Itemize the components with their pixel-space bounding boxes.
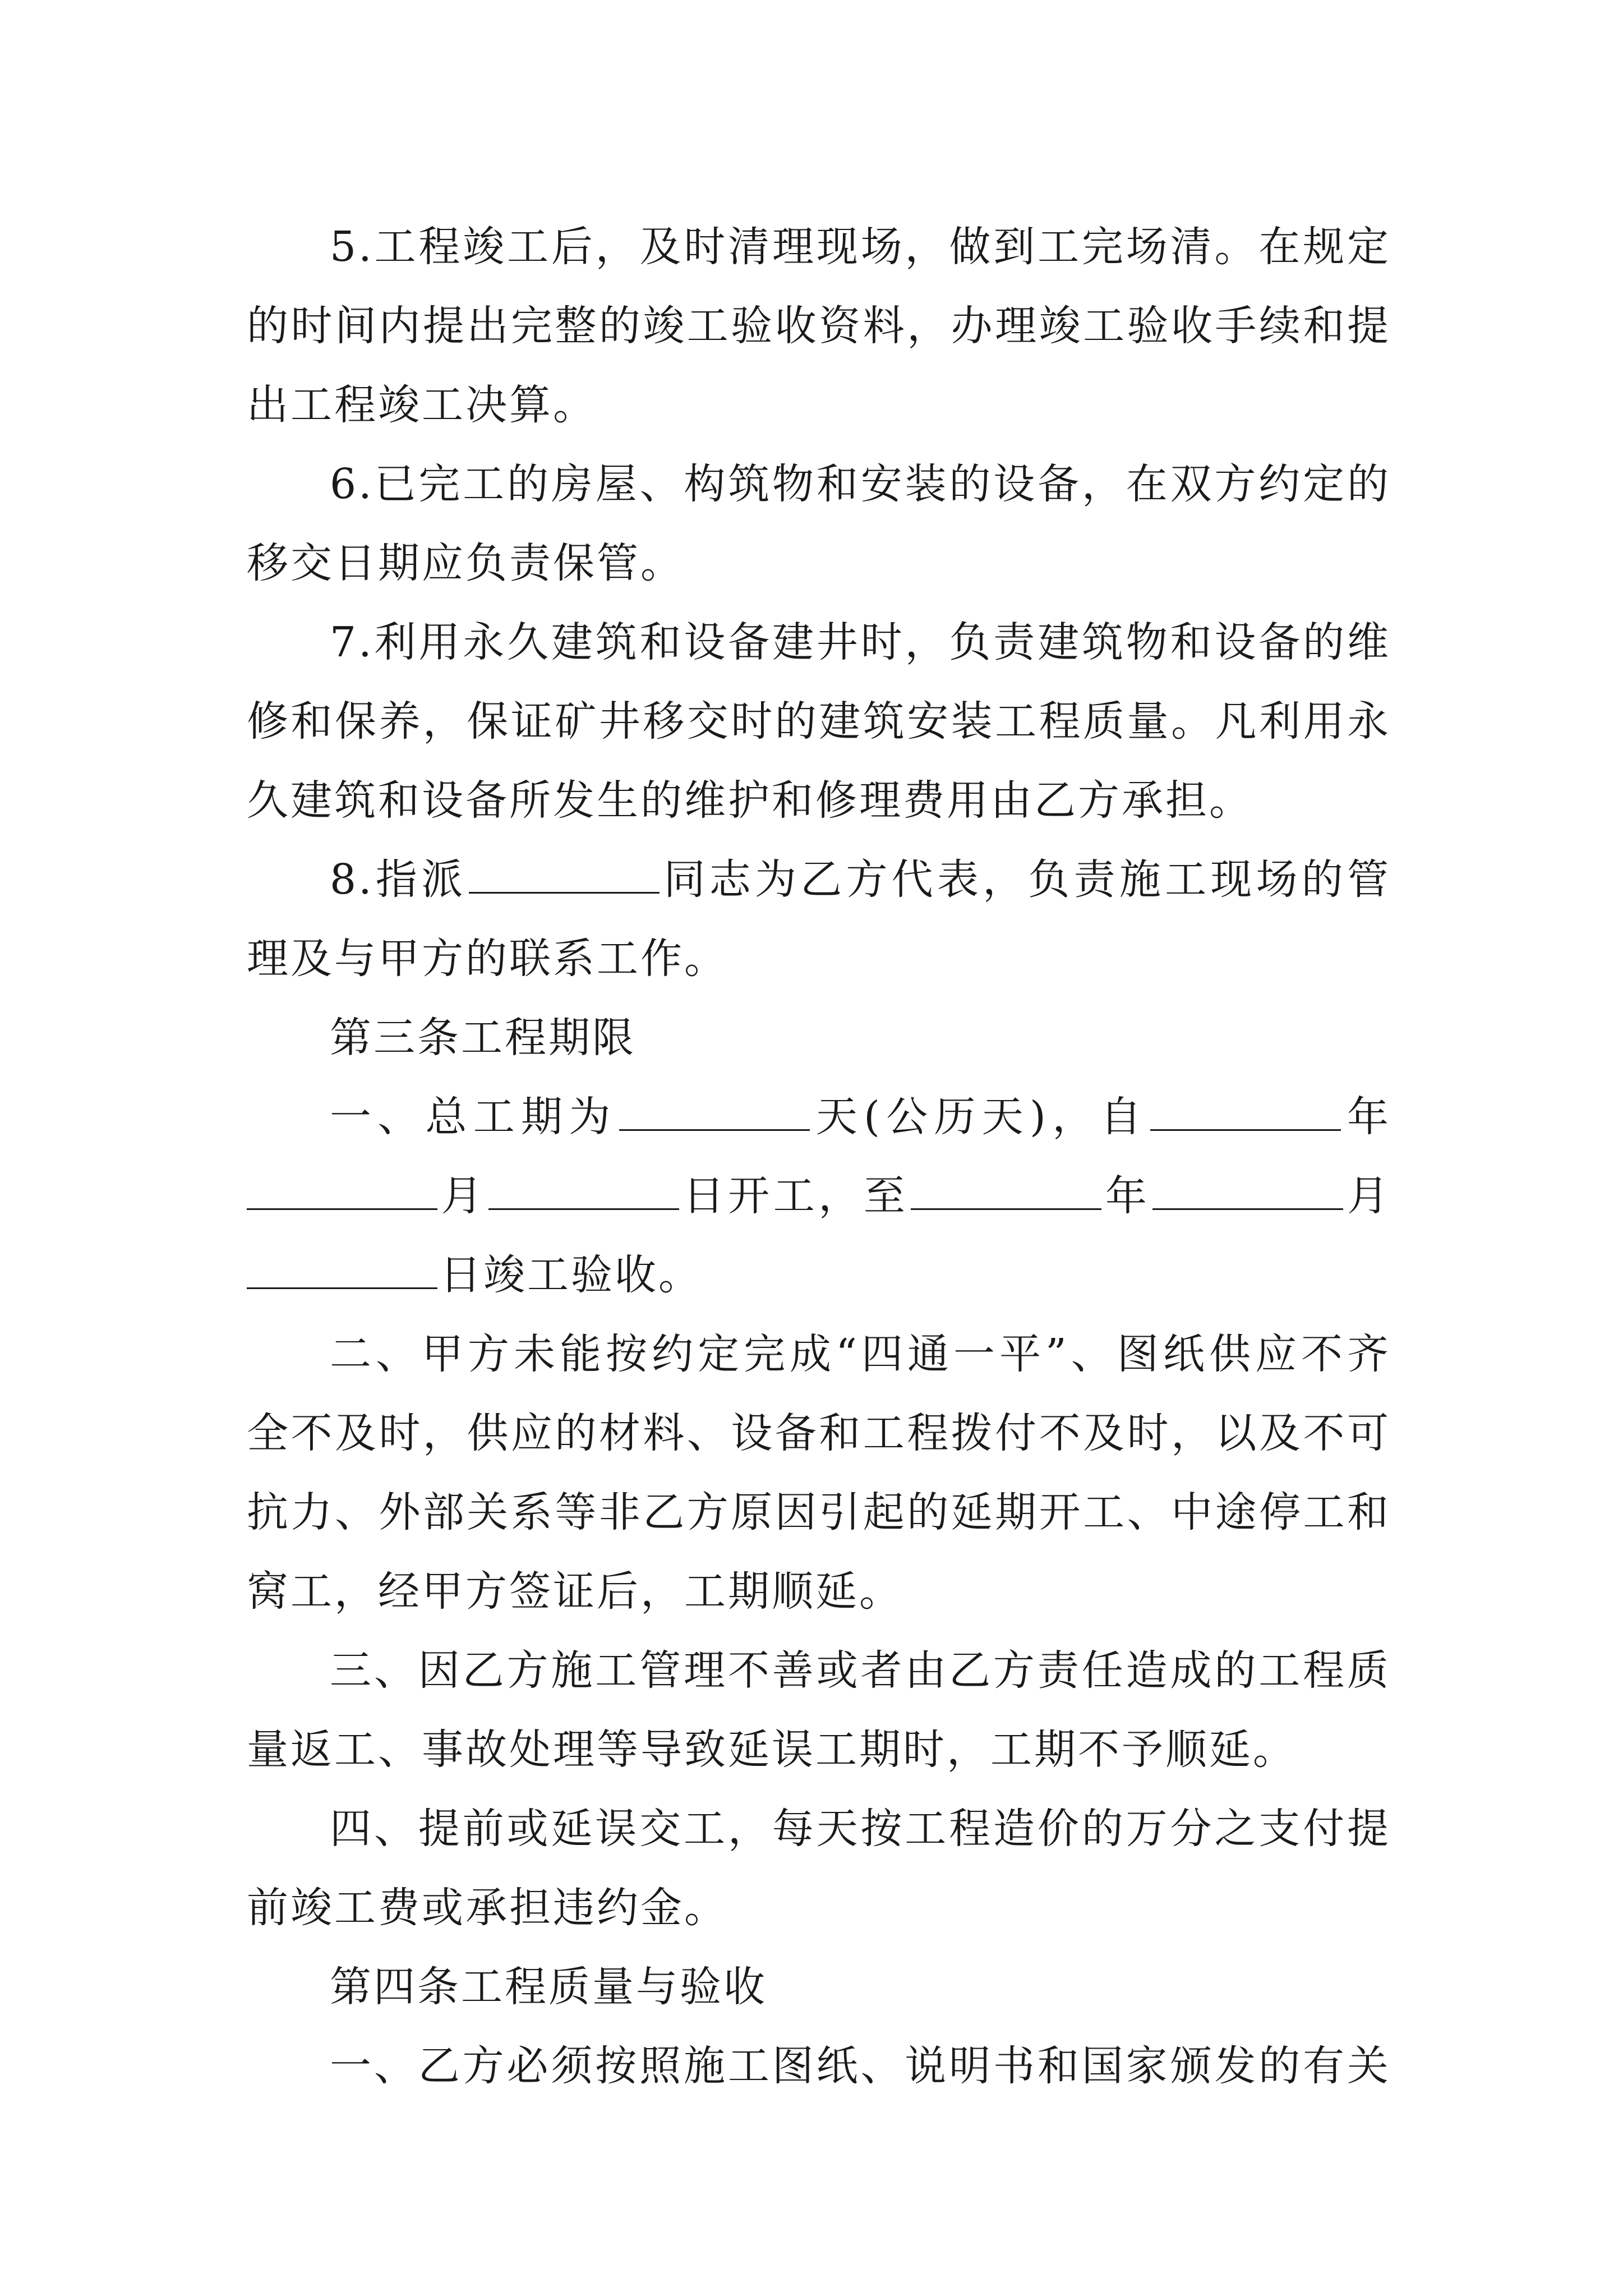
paragraph-line: 的时间内提出完整的竣工验收资料，办理竣工验收手续和提 bbox=[247, 302, 1391, 350]
paragraph-line: 四、提前或延误交工，每天按工程造价的万分之支付提 bbox=[330, 1805, 1391, 1853]
article-4-item-1 bbox=[247, 2027, 1391, 2106]
paragraph-line bbox=[247, 1157, 1391, 1236]
start-day-blank[interactable] bbox=[488, 1169, 679, 1210]
paragraph-line: 久建筑和设备所发生的维护和修理费用由乙方承担。 bbox=[247, 776, 1253, 825]
paragraph-line: 修和保养，保证矿井移交时的建筑安装工程质量。凡利用永 bbox=[247, 697, 1391, 746]
end-day-blank[interactable] bbox=[247, 1248, 437, 1289]
text-fragment: 年 bbox=[1343, 1093, 1391, 1141]
article-3-item-3 bbox=[247, 1631, 1391, 1789]
paragraph-line: 出工程竣工决算。 bbox=[247, 381, 597, 429]
paragraph-line: 抗力、外部关系等非乙方原因引起的延期开工、中途停工和 bbox=[247, 1488, 1391, 1536]
start-month-blank[interactable] bbox=[247, 1169, 437, 1210]
article-3-item-1 bbox=[247, 1078, 1391, 1315]
paragraph-line: 理及与甲方的联系工作。 bbox=[247, 935, 728, 983]
text-fragment: 一、总工期为 bbox=[330, 1093, 617, 1141]
end-month-blank[interactable] bbox=[1152, 1169, 1343, 1210]
paragraph-line: 全不及时，供应的材料、设备和工程拨付不及时，以及不可 bbox=[247, 1409, 1391, 1457]
article-3-heading: 第三条工程期限 bbox=[330, 1014, 636, 1062]
text-fragment: 月 bbox=[440, 1172, 487, 1220]
paragraph-line: 6.已完工的房屋、构筑物和安装的设备，在双方约定的 bbox=[330, 460, 1391, 508]
text-fragment: 月 bbox=[1345, 1172, 1391, 1220]
paragraph-line: 量返工、事故处理等导致延误工期时，工期不予顺延。 bbox=[247, 1726, 1297, 1774]
paragraph-line: 三、因乙方施工管理不善或者由乙方责任造成的工程质 bbox=[330, 1646, 1391, 1695]
article-4-heading: 第四条工程质量与验收 bbox=[330, 1963, 767, 2011]
paragraph-line bbox=[247, 1078, 1391, 1157]
article-3-item-2 bbox=[247, 1315, 1391, 1631]
total-days-blank[interactable] bbox=[619, 1090, 810, 1131]
paragraph-8 bbox=[247, 840, 1391, 999]
paragraph-line: 窝工，经甲方签证后，工期顺延。 bbox=[247, 1567, 903, 1616]
paragraph-7 bbox=[247, 603, 1391, 840]
article-3-item-4 bbox=[247, 1789, 1391, 1948]
text-fragment: 8.指派 bbox=[330, 855, 467, 904]
text-fragment: 天(公历天)，自 bbox=[811, 1093, 1148, 1141]
paragraph-line: 7.利用永久建筑和设备建井时，负责建筑物和设备的维 bbox=[330, 618, 1391, 666]
paragraph-line: 二、甲方未能按约定完成“四通一平”、图纸供应不齐 bbox=[330, 1330, 1391, 1378]
text-fragment: 年 bbox=[1104, 1172, 1151, 1220]
paragraph-line bbox=[247, 840, 1391, 919]
start-year-blank[interactable] bbox=[1150, 1090, 1341, 1131]
paragraph-line: 一、乙方必须按照施工图纸、说明书和国家颁发的有关 bbox=[330, 2042, 1391, 2090]
paragraph-line: 前竣工费或承担违约金。 bbox=[247, 1884, 728, 1932]
paragraph-line bbox=[247, 1236, 1391, 1315]
paragraph-line: 移交日期应负责保管。 bbox=[247, 539, 684, 587]
paragraph-line: 5.工程竣工后，及时清理现场，做到工完场清。在规定 bbox=[330, 223, 1391, 271]
paragraph-5 bbox=[247, 208, 1391, 445]
document-page bbox=[247, 208, 1391, 2106]
text-fragment: 同志为乙方代表，负责施工现场的管 bbox=[662, 855, 1391, 904]
paragraph-6 bbox=[247, 445, 1391, 603]
representative-name-blank[interactable] bbox=[469, 853, 660, 894]
end-year-blank[interactable] bbox=[911, 1169, 1101, 1210]
text-fragment: 日竣工验收。 bbox=[440, 1251, 702, 1299]
text-fragment: 日开工，至 bbox=[681, 1172, 909, 1220]
